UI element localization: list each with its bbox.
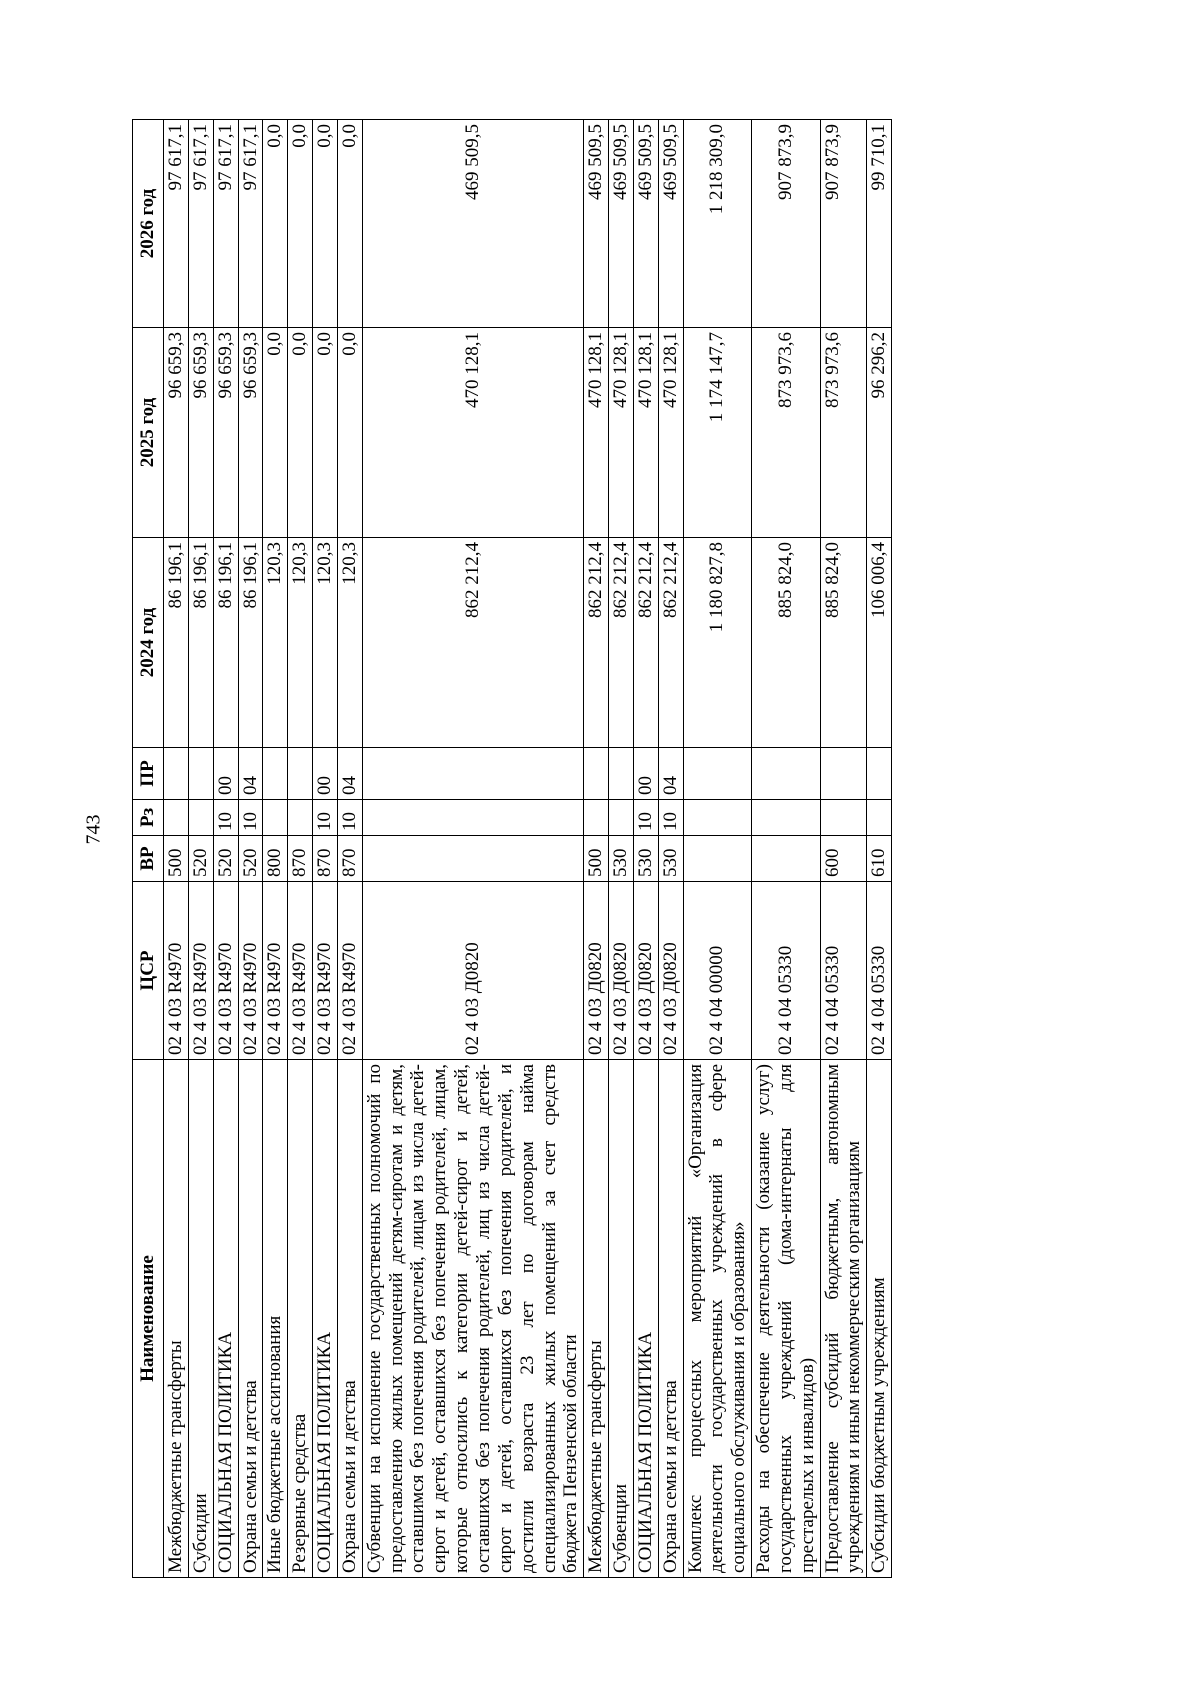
cell-2024: 862 212,4 [658, 538, 683, 748]
cell-2025: 470 128,1 [658, 328, 683, 538]
cell-vr: 870 [288, 836, 313, 882]
table-row [263, 120, 288, 1578]
cell-vr: 500 [584, 836, 609, 882]
header-vr: ВР [133, 836, 164, 882]
cell-2025: 96 659,3 [238, 328, 263, 538]
cell-name: Субвенции [609, 1060, 634, 1578]
cell-pr [820, 748, 867, 800]
cell-2025: 470 128,1 [633, 328, 658, 538]
cell-2026: 99 710,1 [867, 120, 892, 328]
cell-csr: 02 4 03 R4970 [188, 882, 213, 1060]
cell-2025: 0,0 [313, 328, 338, 538]
cell-2026: 469 509,5 [362, 120, 583, 328]
cell-rz: 10 [633, 800, 658, 836]
cell-csr: 02 4 03 Д0820 [584, 882, 609, 1060]
cell-csr: 02 4 03 R4970 [238, 882, 263, 1060]
cell-2024: 885 824,0 [752, 538, 821, 748]
table-row [820, 120, 867, 1578]
cell-vr: 800 [263, 836, 288, 882]
cell-csr: 02 4 03 R4970 [263, 882, 288, 1060]
cell-2024: 86 196,1 [213, 538, 238, 748]
cell-2026: 0,0 [313, 120, 338, 328]
cell-pr [584, 748, 609, 800]
header-csr: ЦСР [133, 882, 164, 1060]
cell-pr: 04 [238, 748, 263, 800]
cell-pr: 04 [337, 748, 362, 800]
cell-2026: 469 509,5 [633, 120, 658, 328]
table-row [683, 120, 752, 1578]
page-number: 743 [82, 814, 105, 845]
cell-rz [867, 800, 892, 836]
cell-rz [362, 800, 583, 836]
cell-pr [609, 748, 634, 800]
table-row [337, 120, 362, 1578]
cell-name: СОЦИАЛЬНАЯ ПОЛИТИКА [313, 1060, 338, 1578]
cell-vr [752, 836, 821, 882]
cell-name: Резервные средства [288, 1060, 313, 1578]
cell-vr: 520 [188, 836, 213, 882]
cell-pr: 04 [658, 748, 683, 800]
cell-name: Межбюджетные трансферты [164, 1060, 189, 1578]
cell-2025: 470 128,1 [609, 328, 634, 538]
cell-vr: 870 [337, 836, 362, 882]
cell-2026: 907 873,9 [820, 120, 867, 328]
cell-rz [609, 800, 634, 836]
cell-rz: 10 [313, 800, 338, 836]
cell-2025: 0,0 [288, 328, 313, 538]
cell-2025: 96 296,2 [867, 328, 892, 538]
cell-2026: 97 617,1 [238, 120, 263, 328]
cell-name: Иные бюджетные ассигнования [263, 1060, 288, 1578]
cell-rz [683, 800, 752, 836]
cell-vr: 530 [609, 836, 634, 882]
cell-2026: 1 218 309,0 [683, 120, 752, 328]
cell-vr: 520 [213, 836, 238, 882]
cell-2026: 469 509,5 [609, 120, 634, 328]
cell-csr: 02 4 03 Д0820 [609, 882, 634, 1060]
cell-rz [820, 800, 867, 836]
cell-2026: 907 873,9 [752, 120, 821, 328]
cell-2025: 96 659,3 [164, 328, 189, 538]
cell-rz [164, 800, 189, 836]
header-2024: 2024 год [133, 538, 164, 748]
cell-csr: 02 4 04 05330 [752, 882, 821, 1060]
rotated-table-container [132, 120, 1078, 1578]
cell-2024: 862 212,4 [633, 538, 658, 748]
table-row [584, 120, 609, 1578]
cell-2024: 120,3 [337, 538, 362, 748]
table-body [164, 120, 892, 1578]
cell-2026: 469 509,5 [658, 120, 683, 328]
cell-vr [362, 836, 583, 882]
cell-rz [188, 800, 213, 836]
cell-2026: 469 509,5 [584, 120, 609, 328]
header-name: Наименование [133, 1060, 164, 1578]
cell-vr: 530 [633, 836, 658, 882]
cell-csr: 02 4 03 R4970 [313, 882, 338, 1060]
cell-pr [263, 748, 288, 800]
cell-2026: 0,0 [337, 120, 362, 328]
cell-vr: 500 [164, 836, 189, 882]
cell-name: Охрана семьи и детства [238, 1060, 263, 1578]
header-pr: ПР [133, 748, 164, 800]
cell-name: Предоставление субсидий бюджетным, автономным учреждениям и иным некоммерческим организациям [820, 1060, 867, 1578]
cell-2025: 0,0 [337, 328, 362, 538]
header-2025: 2025 год [133, 328, 164, 538]
cell-csr: 02 4 03 R4970 [288, 882, 313, 1060]
cell-2024: 120,3 [263, 538, 288, 748]
cell-2026: 97 617,1 [188, 120, 213, 328]
cell-2026: 97 617,1 [213, 120, 238, 328]
cell-vr: 610 [867, 836, 892, 882]
cell-name: Расходы на обеспечение деятельности (оказание услуг) государственных учреждений (дома-интернаты для престарелых и инвалидов) [752, 1060, 821, 1578]
cell-2024: 86 196,1 [188, 538, 213, 748]
table-row [164, 120, 189, 1578]
cell-pr [288, 748, 313, 800]
cell-rz: 10 [238, 800, 263, 836]
header-row [133, 120, 164, 1578]
cell-name: Комплекс процессных мероприятий «Организация деятельности государственных учреждений в сфере социального обслуживания и образования» [683, 1060, 752, 1578]
cell-vr: 530 [658, 836, 683, 882]
cell-name: Охрана семьи и детства [658, 1060, 683, 1578]
cell-2025: 873 973,6 [752, 328, 821, 538]
cell-2025: 0,0 [263, 328, 288, 538]
cell-name: Субсидии [188, 1060, 213, 1578]
cell-2024: 1 180 827,8 [683, 538, 752, 748]
cell-rz [752, 800, 821, 836]
cell-2024: 86 196,1 [164, 538, 189, 748]
cell-name: СОЦИАЛЬНАЯ ПОЛИТИКА [633, 1060, 658, 1578]
cell-csr: 02 4 04 05330 [867, 882, 892, 1060]
cell-vr: 600 [820, 836, 867, 882]
cell-2024: 86 196,1 [238, 538, 263, 748]
cell-name: Охрана семьи и детства [337, 1060, 362, 1578]
cell-csr: 02 4 03 Д0820 [658, 882, 683, 1060]
table-row [238, 120, 263, 1578]
table-row [633, 120, 658, 1578]
cell-csr: 02 4 04 00000 [683, 882, 752, 1060]
cell-vr [683, 836, 752, 882]
cell-2026: 97 617,1 [164, 120, 189, 328]
table-row [658, 120, 683, 1578]
cell-2025: 96 659,3 [213, 328, 238, 538]
table-row [213, 120, 238, 1578]
cell-name: Субсидии бюджетным учреждениям [867, 1060, 892, 1578]
cell-csr: 02 4 04 05330 [820, 882, 867, 1060]
cell-rz: 10 [658, 800, 683, 836]
cell-name: Субвенции на исполнение государственных полномочий по предоставлению жилых помещений детям-сиротам и детям, оставшимся без попечения родителей, лицам из числа детей-сирот и детей, оставшихся без попечения родителей, лицам, которые относились к категории детей-сирот и детей, оставшихся без попечения родителей, лиц из числа детей-сирот и детей, оставшихся без попечения родителей, и достигли возраста 23 лет по договорам найма специализированных жилых помещений за счет средств бюджета Пензенской области [362, 1060, 583, 1578]
table-row [188, 120, 213, 1578]
cell-csr: 02 4 03 R4970 [213, 882, 238, 1060]
table-row [362, 120, 583, 1578]
table-row [313, 120, 338, 1578]
cell-2024: 862 212,4 [609, 538, 634, 748]
cell-name: СОЦИАЛЬНАЯ ПОЛИТИКА [213, 1060, 238, 1578]
cell-2024: 862 212,4 [584, 538, 609, 748]
cell-pr [683, 748, 752, 800]
cell-pr [752, 748, 821, 800]
cell-pr: 00 [213, 748, 238, 800]
table-row [288, 120, 313, 1578]
cell-csr: 02 4 03 Д0820 [362, 882, 583, 1060]
cell-pr [362, 748, 583, 800]
cell-pr: 00 [633, 748, 658, 800]
cell-vr: 870 [313, 836, 338, 882]
cell-2025: 470 128,1 [584, 328, 609, 538]
cell-2026: 0,0 [288, 120, 313, 328]
cell-pr: 00 [313, 748, 338, 800]
cell-2024: 106 006,4 [867, 538, 892, 748]
cell-2025: 96 659,3 [188, 328, 213, 538]
table-row [867, 120, 892, 1578]
cell-rz [263, 800, 288, 836]
table-row [752, 120, 821, 1578]
header-2026: 2026 год [133, 120, 164, 328]
cell-2025: 470 128,1 [362, 328, 583, 538]
cell-2025: 873 973,6 [820, 328, 867, 538]
cell-2024: 120,3 [288, 538, 313, 748]
cell-csr: 02 4 03 R4970 [164, 882, 189, 1060]
cell-pr [188, 748, 213, 800]
cell-rz [584, 800, 609, 836]
cell-pr [867, 748, 892, 800]
cell-vr: 520 [238, 836, 263, 882]
cell-2024: 120,3 [313, 538, 338, 748]
cell-2024: 885 824,0 [820, 538, 867, 748]
cell-csr: 02 4 03 R4970 [337, 882, 362, 1060]
cell-pr [164, 748, 189, 800]
cell-rz: 10 [337, 800, 362, 836]
cell-name: Межбюджетные трансферты [584, 1060, 609, 1578]
cell-2026: 0,0 [263, 120, 288, 328]
table-row [609, 120, 634, 1578]
cell-2025: 1 174 147,7 [683, 328, 752, 538]
cell-rz [288, 800, 313, 836]
cell-rz: 10 [213, 800, 238, 836]
cell-csr: 02 4 03 Д0820 [633, 882, 658, 1060]
cell-2024: 862 212,4 [362, 538, 583, 748]
header-rz: Рз [133, 800, 164, 836]
budget-table [132, 119, 892, 1578]
